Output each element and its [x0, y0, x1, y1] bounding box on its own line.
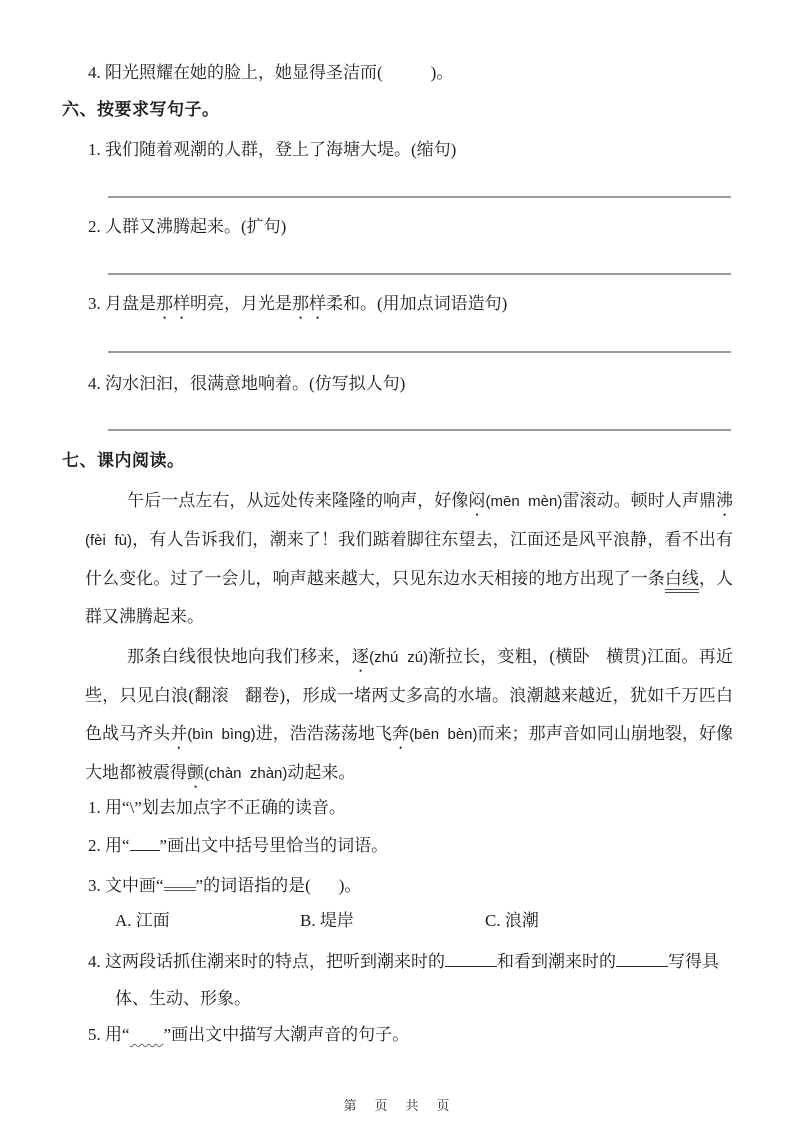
answer-line [108, 351, 731, 353]
passage-text: 进，浩浩荡荡地飞 [255, 724, 393, 743]
double-underline-mark [164, 875, 196, 891]
section-6-heading: 六、按要求写句子。 [62, 100, 220, 119]
footer-text: 共 [405, 1098, 419, 1113]
emphasis-dotted-char: 闷 [468, 491, 486, 510]
question-text: ”划去加点字不正确的读音。 [134, 798, 346, 817]
question-text: ”画出文中括号里恰当的词语。 [159, 836, 389, 855]
answer-line [108, 429, 731, 431]
emphasis-dotted-char: 奔 [392, 724, 410, 743]
emphasis-dotted-char: 沸 [716, 491, 734, 510]
question-text: 2. 用“ [88, 836, 130, 855]
footer-text: 页 [374, 1098, 388, 1113]
passage-text: ，有人告诉我们，潮来了！我们踮着脚往东望去，江面还是风平浪静，看不出有什么变化。过了一会儿，响声越来越大，只见东边水天相接的地方出现了一条 [85, 530, 734, 588]
footer-text: 第 [343, 1098, 357, 1113]
section-7-question-5 [88, 1022, 733, 1048]
passage-text: 午后一点左右，从远处传来隆隆的响声，好像 [127, 491, 469, 510]
passage-text: ，人群又沸腾起来。 [85, 569, 734, 626]
option-b: B. 堤岸 [300, 911, 354, 930]
question-text: 和看到潮来时的 [497, 952, 616, 971]
fill-in-blank [445, 951, 497, 967]
question-text: 3. 文中画“ [88, 876, 164, 895]
emphasis-dotted-char: 逐 [351, 647, 370, 666]
wavy-underline-mark [130, 1025, 164, 1044]
pinyin-choice: (fèi fù) [85, 532, 133, 549]
passage-text: 雷滚动。顿时人声鼎 [562, 491, 717, 510]
question-3-options [115, 908, 733, 934]
sentence-text: 3. 月盘是 [88, 294, 156, 313]
strike-mark: \ [129, 798, 135, 817]
question-text: 5. 用“ [88, 1025, 130, 1044]
pinyin-choice: (mēn mèn) [485, 493, 563, 510]
pinyin-choice: (zhú zú) [369, 649, 429, 666]
question-text: ”画出文中描写大潮声音的句子。 [163, 1025, 410, 1044]
answer-line [108, 196, 731, 198]
emphasis-dotted-char: 颤 [187, 763, 204, 782]
emphasis-dotted-word: 那样 [156, 294, 190, 313]
passage-text: 那条白线很快地向我们移来， [127, 647, 352, 666]
section-7-question-4 [88, 943, 733, 1017]
pinyin-choice: (bēn bèn) [409, 726, 478, 743]
passage-text: 横贯)江面。再近些，只见白浪(翻滚 [85, 647, 733, 705]
section-6-question-2: 2. 人群又沸腾起来。(扩句) [88, 217, 287, 236]
underline-mark [130, 835, 160, 851]
sentence-text: 4. 阳光照耀在她的脸上，她显得圣洁而( [88, 63, 383, 82]
section-6-question-1: 1. 我们随着观潮的人群，登上了海塘大堤。(缩句) [88, 140, 457, 159]
emphasis-dotted-char: 并 [170, 724, 188, 743]
section-7-question-3 [88, 873, 733, 899]
question-text: 写得具体、生动、形象。 [115, 952, 719, 1008]
page-footer [0, 1095, 793, 1114]
footer-text: 页 [436, 1098, 450, 1113]
pinyin-choice: (chàn zhàn) [204, 765, 288, 782]
section-6-question-3 [88, 291, 733, 323]
question-text: 1. 用“ [88, 798, 130, 817]
sentence-text: )。 [430, 63, 454, 82]
reading-passage-paragraph-1 [85, 482, 733, 636]
passage-text: 翻卷)，形成一堵两丈多高的水墙。浪潮越来越近，犹如千万匹白色战马齐头 [85, 686, 733, 743]
sentence-text: 柔和。(用加点词语造句) [326, 294, 508, 313]
fill-in-blank [616, 951, 668, 967]
question-text: ”的词语指的是( [195, 876, 311, 895]
emphasis-dotted-word: 那样 [292, 294, 326, 313]
double-underlined-word: 白线 [665, 569, 699, 593]
question-text: )。 [338, 876, 362, 895]
option-c: C. 浪潮 [485, 911, 539, 930]
reading-passage-paragraph-2 [85, 638, 733, 793]
passage-text: 渐拉长，变粗，(横卧 [428, 647, 590, 666]
sentence-text: 明亮，月光是 [190, 294, 292, 313]
prev-section-item-4 [88, 60, 733, 86]
section-7-heading: 七、课内阅读。 [62, 451, 185, 470]
passage-text: 而来；那声音如同山崩地裂，好像大地都被震得 [85, 724, 734, 782]
section-6-question-4: 4. 沟水汩汩，很满意地响着。(仿写拟人句) [88, 374, 406, 393]
section-7-question-2 [88, 833, 733, 859]
pinyin-choice: (bìn bìng) [187, 726, 256, 743]
answer-line [108, 273, 731, 275]
passage-text: 动起来。 [287, 763, 356, 782]
question-text: 4. 这两段话抓住潮来时的特点，把听到潮来时的 [88, 952, 445, 971]
option-a: A. 江面 [115, 911, 170, 930]
section-7-question-1 [88, 795, 733, 821]
